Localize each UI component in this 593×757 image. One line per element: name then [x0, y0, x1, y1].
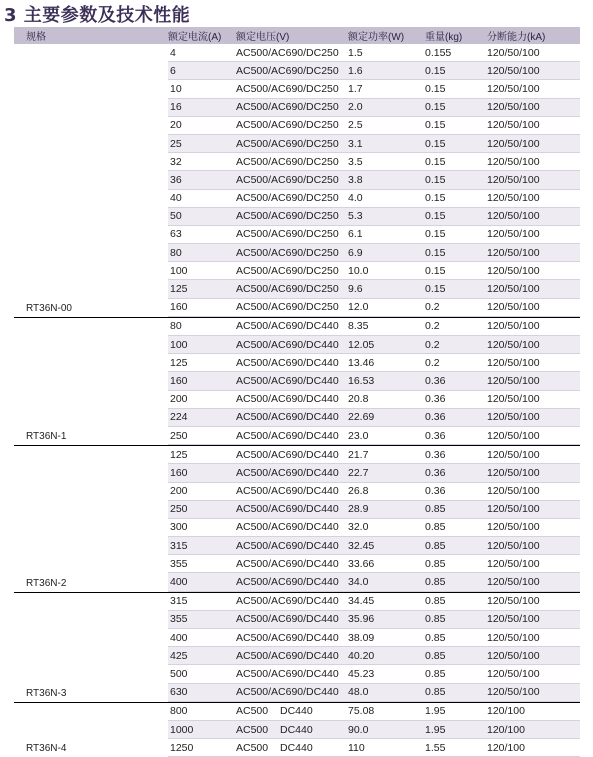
power-cell: 40.20 [348, 649, 375, 662]
weight-cell: 0.2 [425, 320, 440, 333]
voltage-cell: AC500/AC690/DC440 [236, 393, 339, 406]
breaking-capacity-cell: 120/50/100 [487, 320, 540, 333]
table-row [168, 464, 580, 482]
table-row [168, 226, 580, 244]
power-cell: 20.8 [348, 393, 369, 406]
breaking-capacity-cell: 120/50/100 [487, 101, 540, 114]
breaking-capacity-cell: 120/50/100 [487, 155, 540, 168]
current-cell: 250 [170, 429, 188, 442]
table-row [168, 739, 580, 757]
current-cell: 100 [170, 338, 188, 351]
voltage-cell: AC500/AC690/DC250 [236, 82, 339, 95]
current-cell: 355 [170, 613, 188, 626]
breaking-capacity-cell: 120/50/100 [487, 173, 540, 186]
power-cell: 32.0 [348, 521, 369, 534]
weight-cell: 1.95 [425, 723, 446, 736]
page-title: 3 主要参数及技术性能 [4, 5, 191, 26]
breaking-capacity-cell: 120/50/100 [487, 485, 540, 498]
power-cell: 75.08 [348, 705, 375, 718]
header-breaking: 分断能力(kA) [487, 32, 546, 43]
power-cell: 12.0 [348, 301, 369, 314]
voltage-ac-cell: AC500 [236, 723, 269, 736]
weight-cell: 0.85 [425, 539, 446, 552]
breaking-capacity-cell: 120/50/100 [487, 429, 540, 442]
weight-cell: 0.15 [425, 210, 446, 223]
table-row [168, 299, 580, 317]
weight-cell: 1.95 [425, 705, 446, 718]
table-row [168, 573, 580, 591]
current-cell: 10 [170, 82, 182, 95]
power-cell: 2.0 [348, 101, 363, 114]
voltage-cell: AC500/AC690/DC440 [236, 521, 339, 534]
power-cell: 16.53 [348, 374, 375, 387]
breaking-capacity-cell: 120/50/100 [487, 557, 540, 570]
table-row [168, 190, 580, 208]
power-cell: 8.35 [348, 320, 369, 333]
current-cell: 400 [170, 631, 188, 644]
power-cell: 13.46 [348, 356, 375, 369]
power-cell: 110 [348, 741, 365, 754]
table-row [168, 519, 580, 537]
breaking-capacity-cell: 120/50/100 [487, 137, 540, 150]
power-cell: 33.66 [348, 557, 375, 570]
power-cell: 34.45 [348, 595, 375, 608]
voltage-cell: AC500/AC690/DC440 [236, 613, 339, 626]
breaking-capacity-cell: 120/50/100 [487, 82, 540, 95]
header-model: 规格 [26, 32, 46, 43]
weight-cell: 0.15 [425, 155, 446, 168]
table-row [168, 336, 580, 354]
table-row [168, 483, 580, 501]
header-weight: 重量(kg) [425, 32, 463, 43]
weight-cell: 0.85 [425, 686, 446, 699]
table-row [168, 555, 580, 573]
breaking-capacity-cell: 120/50/100 [487, 64, 540, 77]
current-cell: 250 [170, 503, 188, 516]
weight-cell: 0.36 [425, 485, 446, 498]
voltage-cell: AC500/AC690/DC250 [236, 228, 339, 241]
weight-cell: 0.85 [425, 576, 446, 589]
breaking-capacity-cell: 120/50/100 [487, 466, 540, 479]
weight-cell: 1.55 [425, 741, 446, 754]
model-cell [14, 593, 168, 702]
power-cell: 22.7 [348, 466, 369, 479]
weight-cell: 0.85 [425, 649, 446, 662]
weight-cell: 0.85 [425, 595, 446, 608]
model-cell [14, 318, 168, 445]
breaking-capacity-cell: 120/50/100 [487, 301, 540, 314]
breaking-capacity-cell: 120/50/100 [487, 503, 540, 516]
weight-cell: 0.15 [425, 246, 446, 259]
current-cell: 125 [170, 283, 188, 296]
breaking-capacity-cell: 120/50/100 [487, 246, 540, 259]
breaking-capacity-cell: 120/50/100 [487, 119, 540, 132]
current-cell: 300 [170, 521, 188, 534]
table-row [168, 501, 580, 519]
current-cell: 200 [170, 393, 188, 406]
power-cell: 6.1 [348, 228, 363, 241]
voltage-cell: AC500/AC690/DC250 [236, 155, 339, 168]
weight-cell: 0.85 [425, 521, 446, 534]
current-cell: 224 [170, 411, 188, 424]
current-cell: 4 [170, 46, 176, 59]
table-body [14, 44, 580, 757]
voltage-cell: AC500/AC690/DC250 [236, 283, 339, 296]
weight-cell: 0.85 [425, 503, 446, 516]
current-cell: 125 [170, 356, 188, 369]
breaking-capacity-cell: 120/50/100 [487, 667, 540, 680]
voltage-cell: AC500/AC690/DC440 [236, 374, 339, 387]
power-cell: 5.3 [348, 210, 363, 223]
voltage-cell: AC500/AC690/DC440 [236, 667, 339, 680]
breaking-capacity-cell: 120/50/100 [487, 338, 540, 351]
table-row [168, 44, 580, 62]
table-row [168, 153, 580, 171]
current-cell: 355 [170, 557, 188, 570]
table-row [168, 647, 580, 665]
current-cell: 315 [170, 595, 188, 608]
current-cell: 800 [170, 705, 188, 718]
weight-cell: 0.15 [425, 283, 446, 296]
voltage-cell [236, 705, 348, 717]
table-row [168, 703, 580, 721]
current-cell: 100 [170, 264, 188, 277]
voltage-cell: AC500/AC690/DC440 [236, 320, 339, 333]
model-group [14, 317, 580, 445]
power-cell: 28.9 [348, 503, 369, 516]
table-row [168, 391, 580, 409]
voltage-ac-cell: AC500 [236, 741, 269, 754]
breaking-capacity-cell: 120/100 [487, 741, 525, 754]
power-cell: 45.23 [348, 667, 375, 680]
power-cell: 12.05 [348, 338, 375, 351]
voltage-cell: AC500/AC690/DC440 [236, 686, 339, 699]
current-cell: 50 [170, 210, 182, 223]
table-row [168, 80, 580, 98]
voltage-cell: AC500/AC690/DC440 [236, 338, 339, 351]
table-row [168, 244, 580, 262]
voltage-cell: AC500/AC690/DC250 [236, 301, 339, 314]
power-cell: 6.9 [348, 246, 363, 259]
weight-cell: 0.36 [425, 448, 446, 461]
model-label: RT36N-2 [26, 577, 67, 589]
current-cell: 160 [170, 301, 188, 314]
power-cell: 2.5 [348, 119, 363, 132]
power-cell: 23.0 [348, 429, 369, 442]
breaking-capacity-cell: 120/50/100 [487, 448, 540, 461]
weight-cell: 0.15 [425, 119, 446, 132]
weight-cell: 0.36 [425, 411, 446, 424]
voltage-cell: AC500/AC690/DC250 [236, 264, 339, 277]
voltage-cell: AC500/AC690/DC440 [236, 649, 339, 662]
current-cell: 16 [170, 101, 182, 114]
breaking-capacity-cell: 120/100 [487, 705, 525, 718]
model-group [14, 702, 580, 757]
voltage-cell: AC500/AC690/DC250 [236, 173, 339, 186]
voltage-cell: AC500/AC690/DC440 [236, 539, 339, 552]
power-cell: 32.45 [348, 539, 375, 552]
model-cell [14, 44, 168, 317]
current-cell: 125 [170, 448, 188, 461]
voltage-cell: AC500/AC690/DC250 [236, 192, 339, 205]
table-row [168, 135, 580, 153]
voltage-cell: AC500/AC690/DC250 [236, 64, 339, 77]
current-cell: 500 [170, 667, 188, 680]
weight-cell: 0.36 [425, 466, 446, 479]
breaking-capacity-cell: 120/50/100 [487, 539, 540, 552]
table-row [168, 446, 580, 464]
breaking-capacity-cell: 120/50/100 [487, 521, 540, 534]
current-cell: 25 [170, 137, 182, 150]
header-power: 额定功率(W) [348, 32, 405, 43]
weight-cell: 0.36 [425, 393, 446, 406]
model-group [14, 445, 580, 592]
power-cell: 9.6 [348, 283, 363, 296]
power-cell: 3.8 [348, 173, 363, 186]
current-cell: 32 [170, 155, 182, 168]
current-cell: 1250 [170, 741, 194, 754]
model-label: RT36N-1 [26, 431, 67, 443]
voltage-cell: AC500/AC690/DC250 [236, 119, 339, 132]
current-cell: 40 [170, 192, 182, 205]
table-row [168, 593, 580, 611]
breaking-capacity-cell: 120/50/100 [487, 46, 540, 59]
voltage-cell [236, 724, 348, 736]
voltage-cell: AC500/AC690/DC440 [236, 595, 339, 608]
weight-cell: 0.15 [425, 192, 446, 205]
voltage-cell: AC500/AC690/DC440 [236, 448, 339, 461]
weight-cell: 0.15 [425, 264, 446, 277]
voltage-cell: AC500/AC690/DC250 [236, 101, 339, 114]
model-group [14, 44, 580, 317]
power-cell: 38.09 [348, 631, 375, 644]
weight-cell: 0.15 [425, 64, 446, 77]
weight-cell: 0.85 [425, 613, 446, 626]
table-row [168, 721, 580, 739]
power-cell: 21.7 [348, 448, 369, 461]
parameters-table [14, 27, 580, 757]
power-cell: 1.5 [348, 46, 363, 59]
weight-cell: 0.15 [425, 101, 446, 114]
power-cell: 1.7 [348, 82, 363, 95]
breaking-capacity-cell: 120/100 [487, 723, 525, 736]
current-cell: 160 [170, 466, 188, 479]
voltage-ac-cell: AC500 [236, 705, 269, 718]
current-cell: 80 [170, 320, 182, 333]
weight-cell: 0.36 [425, 429, 446, 442]
table-row [168, 280, 580, 298]
weight-cell: 0.155 [425, 46, 452, 59]
table-row [168, 117, 580, 135]
breaking-capacity-cell: 120/50/100 [487, 374, 540, 387]
breaking-capacity-cell: 120/50/100 [487, 210, 540, 223]
power-cell: 35.96 [348, 613, 375, 626]
table-row [168, 684, 580, 702]
voltage-cell: AC500/AC690/DC440 [236, 411, 339, 424]
weight-cell: 0.85 [425, 557, 446, 570]
table-row [168, 427, 580, 445]
voltage-cell: AC500/AC690/DC440 [236, 557, 339, 570]
breaking-capacity-cell: 120/50/100 [487, 411, 540, 424]
weight-cell: 0.15 [425, 82, 446, 95]
current-cell: 160 [170, 374, 188, 387]
model-label: RT36N-4 [26, 743, 67, 755]
breaking-capacity-cell: 120/50/100 [487, 631, 540, 644]
breaking-capacity-cell: 120/50/100 [487, 356, 540, 369]
current-cell: 20 [170, 119, 182, 132]
breaking-capacity-cell: 120/50/100 [487, 576, 540, 589]
breaking-capacity-cell: 120/50/100 [487, 264, 540, 277]
power-cell: 26.8 [348, 485, 369, 498]
table-header [14, 27, 580, 44]
current-cell: 315 [170, 539, 188, 552]
current-cell: 6 [170, 64, 176, 77]
power-cell: 48.0 [348, 686, 369, 699]
power-cell: 10.0 [348, 264, 369, 277]
weight-cell: 0.15 [425, 137, 446, 150]
current-cell: 400 [170, 576, 188, 589]
voltage-cell: AC500/AC690/DC440 [236, 576, 339, 589]
model-cell [14, 703, 168, 757]
power-cell: 90.0 [348, 723, 369, 736]
power-cell: 3.5 [348, 155, 363, 168]
current-cell: 1000 [170, 723, 194, 736]
table-row [168, 318, 580, 336]
breaking-capacity-cell: 120/50/100 [487, 283, 540, 296]
voltage-cell: AC500/AC690/DC440 [236, 631, 339, 644]
table-row [168, 208, 580, 226]
voltage-cell: AC500/AC690/DC250 [236, 246, 339, 259]
table-row [168, 372, 580, 390]
voltage-cell: AC500/AC690/DC440 [236, 485, 339, 498]
weight-cell: 0.15 [425, 173, 446, 186]
table-row [168, 62, 580, 80]
header-current: 额定电流(A) [168, 32, 222, 43]
table-row [168, 665, 580, 683]
breaking-capacity-cell: 120/50/100 [487, 393, 540, 406]
model-label: RT36N-00 [26, 302, 72, 314]
weight-cell: 0.36 [425, 374, 446, 387]
table-row [168, 99, 580, 117]
weight-cell: 0.85 [425, 667, 446, 680]
current-cell: 200 [170, 485, 188, 498]
current-cell: 36 [170, 173, 182, 186]
weight-cell: 0.15 [425, 228, 446, 241]
voltage-cell [236, 742, 348, 754]
breaking-capacity-cell: 120/50/100 [487, 613, 540, 626]
voltage-dc-cell: DC440 [280, 705, 313, 718]
voltage-cell: AC500/AC690/DC440 [236, 429, 339, 442]
current-cell: 630 [170, 686, 188, 699]
current-cell: 425 [170, 649, 188, 662]
voltage-cell: AC500/AC690/DC250 [236, 210, 339, 223]
current-cell: 80 [170, 246, 182, 259]
breaking-capacity-cell: 120/50/100 [487, 228, 540, 241]
breaking-capacity-cell: 120/50/100 [487, 686, 540, 699]
voltage-cell: AC500/AC690/DC250 [236, 137, 339, 150]
power-cell: 1.6 [348, 64, 363, 77]
weight-cell: 0.2 [425, 338, 440, 351]
table-row [168, 262, 580, 280]
power-cell: 34.0 [348, 576, 369, 589]
power-cell: 22.69 [348, 411, 375, 424]
current-cell: 63 [170, 228, 182, 241]
table-row [168, 354, 580, 372]
weight-cell: 0.2 [425, 356, 440, 369]
breaking-capacity-cell: 120/50/100 [487, 595, 540, 608]
voltage-cell: AC500/AC690/DC440 [236, 503, 339, 516]
model-cell [14, 446, 168, 592]
voltage-dc-cell: DC440 [280, 741, 313, 754]
weight-cell: 0.85 [425, 631, 446, 644]
power-cell: 4.0 [348, 192, 363, 205]
voltage-cell: AC500/AC690/DC250 [236, 46, 339, 59]
weight-cell: 0.2 [425, 301, 440, 314]
voltage-cell: AC500/AC690/DC440 [236, 356, 339, 369]
table-row [168, 629, 580, 647]
model-label: RT36N-3 [26, 687, 67, 699]
power-cell: 3.1 [348, 137, 363, 150]
voltage-dc-cell: DC440 [280, 723, 313, 736]
breaking-capacity-cell: 120/50/100 [487, 192, 540, 205]
breaking-capacity-cell: 120/50/100 [487, 649, 540, 662]
model-group [14, 592, 580, 702]
table-row [168, 537, 580, 555]
table-row [168, 171, 580, 189]
voltage-cell: AC500/AC690/DC440 [236, 466, 339, 479]
table-row [168, 611, 580, 629]
table-row [168, 409, 580, 427]
header-voltage: 额定电压(V) [236, 32, 290, 43]
